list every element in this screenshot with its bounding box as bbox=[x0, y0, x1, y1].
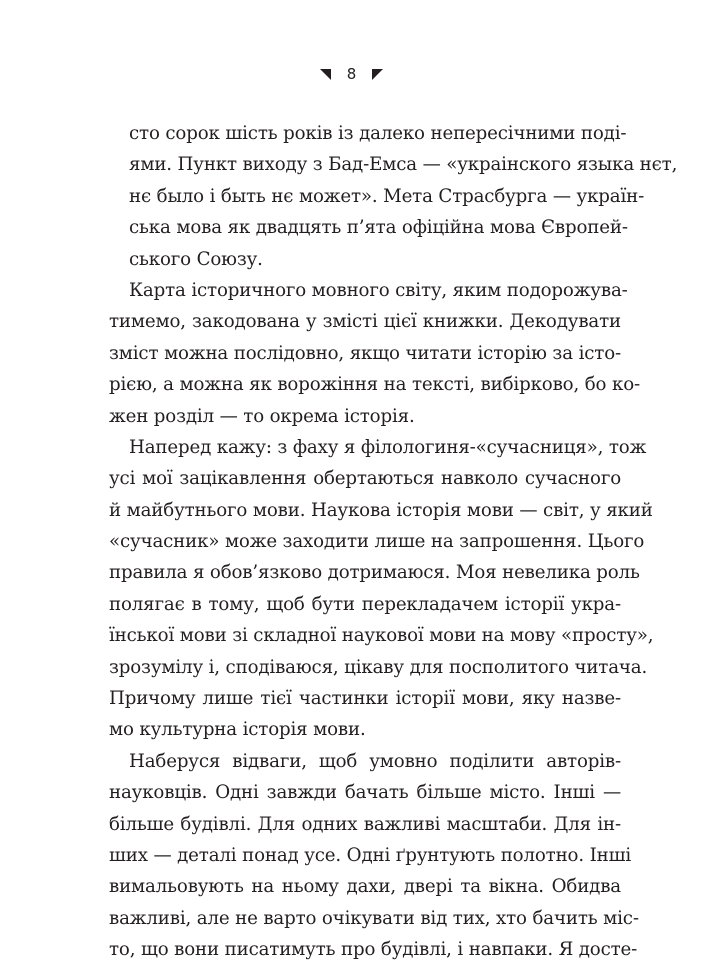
text-line: ших — деталі понад усе. Одні ґрунтують полотно. Інші bbox=[109, 844, 632, 866]
text-line: тимемо, закодована у змісті цієї книжки. Декодувати bbox=[109, 311, 621, 333]
page-number: 8 bbox=[346, 65, 357, 83]
text-line: усі мої зацікавлення обертаються навколо сучасного bbox=[109, 468, 621, 490]
text-line: зміст можна послідовно, якщо читати історію за істо- bbox=[109, 342, 621, 364]
page-header bbox=[0, 62, 703, 86]
text-line: ська мова як двадцять п’ята офіційна мова Європей- bbox=[129, 217, 628, 239]
text-line: вимальовують на ньому дахи, двері та вікна. Обидва bbox=[109, 876, 621, 898]
left-triangle-marker-icon bbox=[320, 69, 331, 80]
text-line: їнської мови зі складної наукової мови на мову «просту», bbox=[109, 625, 654, 647]
text-line: жен розділ — то окрема історія. bbox=[109, 405, 415, 427]
text-line: ями. Пункт виходу з Бад-Емса — «украінского языка нєт, bbox=[129, 154, 678, 176]
body-text bbox=[109, 118, 678, 966]
text-line: Причому лише тієї частинки історії мови, яку назве- bbox=[109, 688, 621, 710]
text-line: рією, а можна як ворожіння на тексті, вибірково, бо ко- bbox=[109, 374, 640, 396]
text-line: й майбутнього мови. Наукова історія мови — світ, у який bbox=[109, 499, 653, 521]
text-line: правила я обов’язково дотримаюся. Моя невелика роль bbox=[109, 562, 640, 584]
paragraph-first-line: Карта історичного мовного світу, яким подорожува- bbox=[129, 279, 628, 301]
paragraph-first-line: Наперед кажу: з фаху я філологиня-«сучасниця», тож bbox=[129, 436, 647, 458]
text-line: полягає в тому, щоб бути перекладачем історії укра- bbox=[109, 593, 621, 615]
text-line: науковців. Одні завжди бачать більше місто. Інші — bbox=[109, 782, 621, 804]
right-triangle-marker-icon bbox=[372, 69, 383, 80]
text-line: сто сорок шість років із далеко непересічними поді- bbox=[129, 123, 627, 144]
text-line: мо культурна історія мови. bbox=[109, 719, 366, 741]
text-line: нє было і быть нє может». Мета Страсбурга — україн- bbox=[129, 185, 645, 207]
text-line: «сучасник» може заходити лише на запрошення. Цього bbox=[109, 531, 645, 553]
text-line: більше будівлі. Для одних важливі масштаби. Для ін- bbox=[109, 813, 621, 835]
text-line: важливі, але не варто очікувати від тих, хто бачить міс- bbox=[109, 907, 639, 929]
paragraph-first-line: Наберуся відваги, щоб умовно поділити авторів- bbox=[129, 750, 621, 772]
text-line: ського Союзу. bbox=[129, 248, 263, 270]
text-line: зрозумілу і, сподіваюся, цікаву для посполитого читача. bbox=[109, 656, 648, 678]
text-line: то, що вони писатимуть про будівлі, і навпаки. Я досте- bbox=[109, 939, 638, 961]
